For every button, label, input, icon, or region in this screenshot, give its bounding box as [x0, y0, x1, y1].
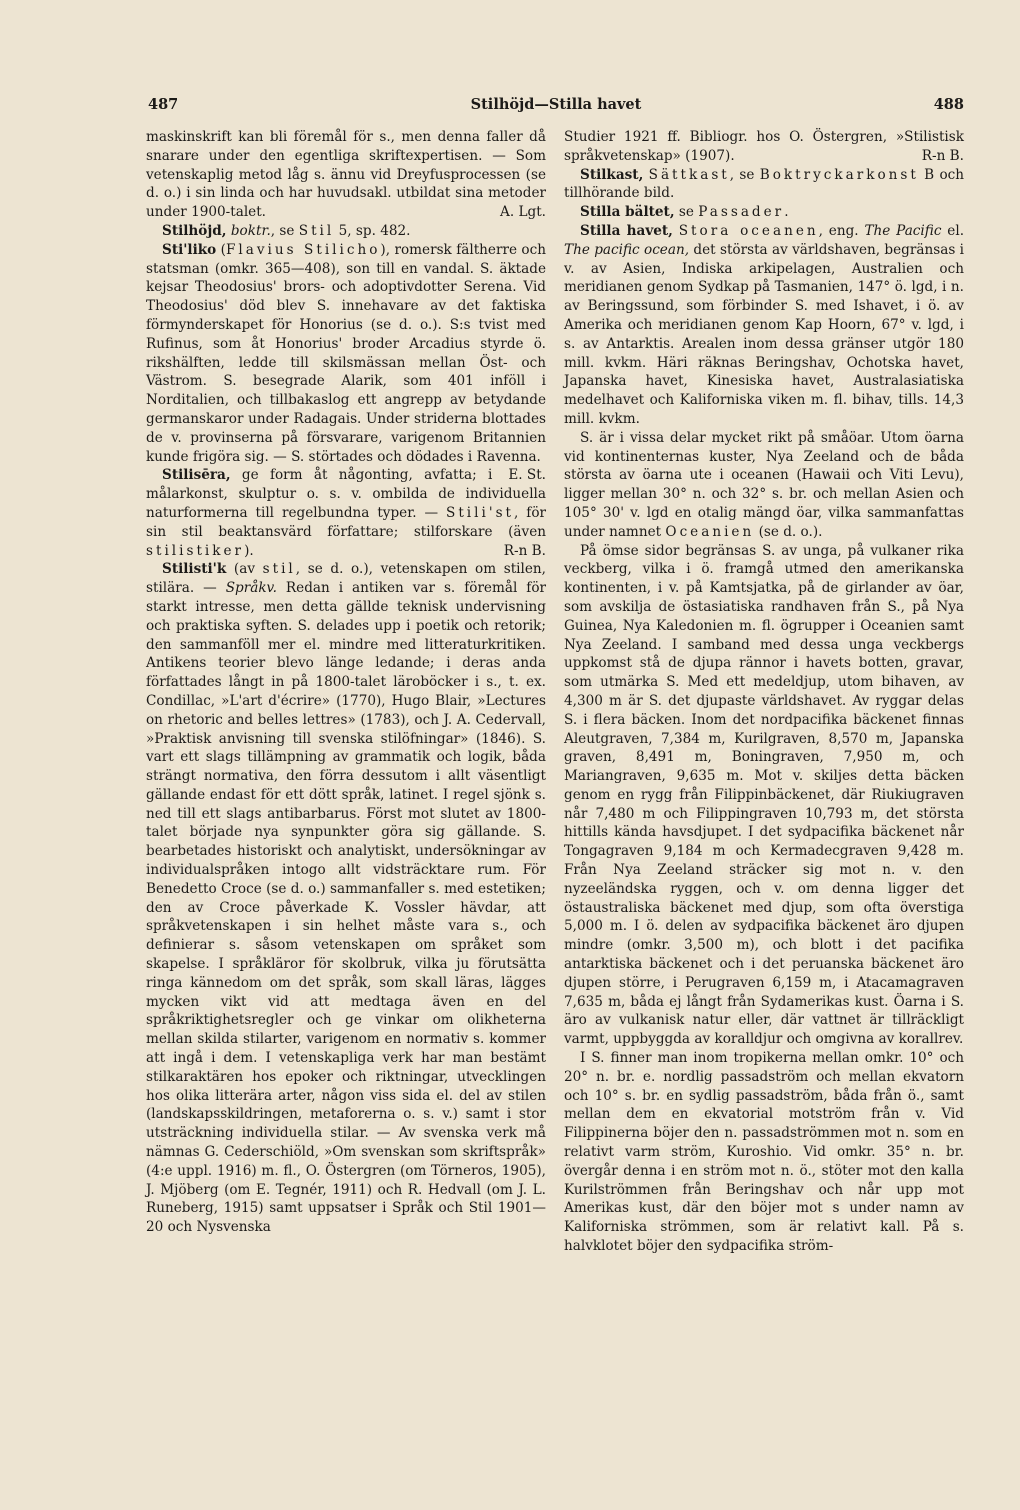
author-signature: A. Lgt. [500, 204, 546, 221]
left-column [146, 128, 546, 1237]
entry-stilisera: Stilisēra, ge form åt någonting, avfatta; i målarkonst, skulptur o. s. v. ombilda de individuella naturformerna till regelbundna typer. — Stili'st, för sin stil beaktansvärd författare; stilforskare (även stilistiker). R-n B. [146, 467, 547, 559]
entry-stilhojd: Stilhöjd, boktr., se Stil 5, sp. 482. [162, 222, 411, 239]
running-header [148, 96, 964, 120]
author-signature: R-n B. [921, 147, 964, 164]
cross-reference: Passader [698, 204, 785, 221]
headword: Stilkast, [580, 166, 644, 183]
page-number-right: 488 [933, 96, 964, 113]
entry-stiliko: Sti'liko (Flavius Stilicho), romersk fältherre och statsman (omkr. 365—408), son till en vandal. S. äktade kejsar Theodosius' brors- och adoptivdotter Serena. Vid Theodosius' död blev S. innehavare av det faktiska förmynderskapet för Honorius (se d. o.). S:s tvist med Rufinus, som åt Honorius' broder Arcadius styrde ö. rikshälften, ledde till skilsmässan mellan Öst- och Västrom. S. besegrade Alarik, som 401 inföll i Norditalien, och tillbakaslog ett angrepp av betydande germanskaror under Radagais. Under striderna blottades de v. provinserna på försvarare, varigenom Britannien kunde frigöra sig. — S. störtades och dödades i Ravenna. E. St. [146, 241, 546, 484]
entry-stilla-havet: Stilla havet, Stora oceanen, eng. The Pacific el. The pacific ocean, det största av världshaven, begränsas i v. av Asien, Indiska arkipelagen, Australien och meridianen genom Sydkap på Tasmanien, 147° ö. lgd, i n. av Beringssund, som förbinder S. med Ishavet, i ö. av Amerika och meridianen genom Kap Hoorn, 67° v. lgd, i s. av Antarktis. Arealen inom dessa gränser utgör 180 mill. kvkm. Häri räknas Beringshav, Ochotska havet, Japanska havet, Kinesiska havet, Australasiatiska medelhavet och Kaliforniska viken m. fl. bihav, tills. 14,3 mill. kvkm. [564, 222, 965, 427]
paragraph-currents: I S. finner man inom tropikerna mellan omkr. 10° och 20° n. br. e. nordlig passadström och mellan ekvatorn och 10° s. br. en sydlig passadström, båda från ö., samt mellan dem en ekvatorial motström från v. Vid Filippinerna böjer den n. passadströmmen mot n. som en relativt varm ström, Kuroshio. Vid omkr. 35° n. br. övergår denna i en ström mot n. ö., stöter mot den kalla Kurilströmmen från Beringshav och når upp mot Amerikas kust, där den böjer mot s under namn av Kaliforniska strömmen, som är relativt kall. På s. halvklotet böjer den sydpacifika ström- [564, 1050, 964, 1255]
cross-reference: Boktryckarkonst [759, 166, 919, 183]
paragraph-ocean-floor: På ömse sidor begränsas S. av unga, på vulkaner rika veckberg, vilka i ö. framgå utmed den amerikanska kontinenten, i v. på Kamtsjatka, på de girlander av öar, som avskilja de östasiatiska randhaven från S., på Nya Guinea, Nya Kaledonien m. fl. ögrupper i Oceanien samt Nya Zeeland. I samband med dessa unga veckbergs uppkomst stå de djupa rännor i havets botten, gravar, som utmärka S. Med ett medeldjup, utom bihaven, av 4,300 m är S. det djupaste världshavet. Av ryggar delas S. i flera bäcken. Inom det nordpacifika bäckenet finnas Aleutgraven, 7,384 m, Kurilgraven, 8,570 m, Japanska graven, 8,491 m, Boningraven, 7,950 m, och Mariangraven, 9,635 m. Mot v. skiljes detta bäcken genom en rygg från Filippinbäckenet, där Riukiugraven når 7,480 m och Filippingraven 10,793 m, det största hittills kända havsdjupet. I det sydpacifika bäckenet når Tongagraven 9,184 m och Kermadecgraven 9,428 m. Från Nya Zeeland sträcker sig mot n. v. den nyzeeländska ryggen, och v. om denna ligger det östaustraliska bäckenet med djup, som ofta överstiga 5,000 m. I ö. delen av sydpacifika bäckenet äro djupen mindre (omkr. 3,500 m), och blott i det pacifika antarktiska bäckenet och i det peruanska bäckenet äro djupen större, i Perugraven 6,159 m, i Atacamagraven 7,635 m, båda ej långt från Sydamerikas kust. Öarna i S. äro av vulkanisk natur eller, där vattnet är tillräckligt varmt, uppbyggda av koralldjur och omgivna av korallrev. [564, 542, 964, 1048]
paragraph-islands: S. är i vissa delar mycket rikt på småöar. Utom öarna vid kontinenternas kuster, Nya Zeeland och de båda största av öarna ute i oceanen (Hawaii och Viti Levu), ligger mellan 30° n. och 32° s. br. och mellan Asien och 105° 30' v. lgd en otalig mängd öar, vilka sammanfattas under namnet Oceanien (se d. o.). [564, 429, 964, 540]
author-signature: R-n B. [503, 542, 546, 559]
page-number-left: 487 [148, 96, 179, 113]
headword: Stilisēra, [162, 467, 231, 484]
entry-continuation: maskinskrift kan bli föremål för s., men denna faller då snarare under den egentliga skriftexpertisen. — Som vetenskaplig metod låg s. ännu vid Dreyfusprocessen (se d. o.) i sin linda och har huvudsakl. utbildat sina metoder under 1900-talet. A. Lgt. [146, 129, 546, 221]
entry-stilkast: Stilkast, Sättkast, se Boktryckarkonst B och tillhörande bild. [564, 166, 965, 202]
author-signature: E. St. [508, 467, 546, 484]
headword: Stilhöjd, [162, 222, 227, 239]
headword: Stilisti'k [162, 561, 227, 578]
running-title: Stilhöjd—Stilla havet [470, 96, 642, 113]
headword: Stilla bältet, [580, 204, 675, 221]
right-column [564, 128, 964, 1256]
headword: Sti'liko [162, 241, 217, 258]
entry-stilla-baltet: Stilla bältet, se Passader. [580, 204, 789, 221]
entry-stilistik: Stilisti'k (av stil, se d. o.), vetenskapen om stilen, stilära. — Språkv. Redan i antiken var s. föremål för starkt intresse, men detta gällde teknisk undervisning och praktiska syften. S. delades upp i poetik och retorik; den sammanföll mer el. mindre med litteraturkritiken. Antikens teorier blevo länge ledande; i deras anda författades långt in på 1800-talet läroböcker i s., t. ex. Condillac, »L'art d'écrire» (1770), Hugo Blair, »Lectures on rhetoric and belles lettres» (1783), och J. A. Cedervall, »Praktisk anvisning till svenska stilöfningar» (1846). S. vart ett slags tillämpning av grammatik och logik, båda strängt normativa, den förra dessutom i allt väsentligt gällande endast för ett dött språk, latinet. I regel sjönk s. ned till ett slags antibarbarus. Först mot slutet av 1800-talet började nya synpunkter göra sig gällande. S. bearbetades historiskt och analytiskt, undersökningar av individualspråken intogo allt vidsträcktare rum. För Benedetto Croce (se d. o.) sammanfaller s. med estetiken; den av Croce påverkade K. Vossler hävdar, att språkvetenskapen i sin helhet måste vara s., och definierar s. såsom vetenskapen om språket som skapelse. I språkläror för skolbruk, vilka ju förutsätta ringa kännedom om det språk, som skall läras, lägges mycken vikt vid att medtaga även en del språkriktighetsregler och ge vinkar om olikheterna mellan skilda stilarter, varigenom en normativ s. kommer att ingå i dem. I vetenskapliga verk har man bestämt stilkaraktären hos epoker och riktningar, utvecklingen hos olika litterära arter, någon viss sida el. del av stilen (landskapsskildringen, metaforerna o. s. v.) samt i stor utsträckning individuella stilar. — Av svenska verk må nämnas G. Cederschiöld, »Om svenskan som skriftspråk» (4:e uppl. 1916) m. fl., O. Östergren (om Törneros, 1905), J. Mjöberg (om E. Tegnér, 1911) och R. Hedvall (om J. L. Runeberg, 1915) samt uppsatser i Språk och Stil 1901—20 och Nysvenska [146, 561, 547, 1236]
cross-reference: Stil [298, 222, 335, 239]
entry-continuation: Studier 1921 ff. Bibliogr. hos O. Östergren, »Stilistisk språkvetenskap» (1907). R-n B. [564, 129, 964, 164]
headword: Stilla havet, [580, 222, 673, 239]
